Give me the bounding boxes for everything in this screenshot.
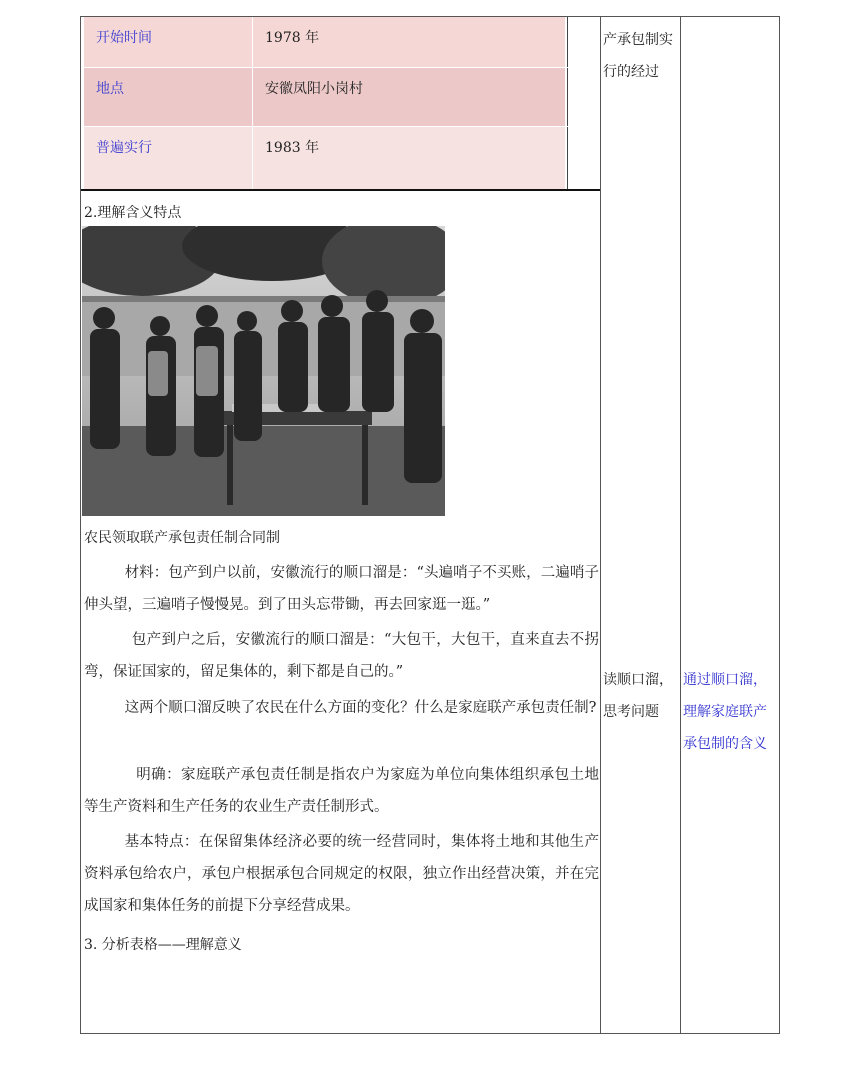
info-value: 1983 年 <box>265 140 320 156</box>
side-note-activity: 读顺口溜，思考问题 <box>603 672 673 720</box>
info-row-start-time <box>81 17 600 67</box>
info-value: 安徽凤阳小岗村 <box>265 81 363 97</box>
photo-caption: 农民领取联产承包责任制合同制 <box>84 530 280 546</box>
info-table-bottom-border <box>81 189 600 191</box>
paragraph-after: 包产到户之后，安徽流行的顺口溜是：“大包干，大包干，直来直去不拐弯，保证国家的，留足集体的，剩下都是自己的。” <box>84 632 599 680</box>
side-note-process: 产承包制实行的经过 <box>603 32 673 80</box>
info-value: 1978 年 <box>265 30 320 46</box>
info-table <box>81 17 600 191</box>
column-divider-2 <box>680 16 681 1034</box>
info-row-widespread <box>81 127 600 189</box>
historical-photo <box>82 226 445 516</box>
paragraph-material: 材料：包产到户以前，安徽流行的顺口溜是：“头遍哨子不买账，二遍哨子伸头望，三遍哨子慢慢晃。到了田头忘带锄，再去回家逛一逛。” <box>84 565 599 613</box>
info-label: 开始时间 <box>96 30 152 46</box>
info-label: 地点 <box>96 81 124 97</box>
paragraph-question: 这两个顺口溜反映了农民在什么方面的变化？什么是家庭联产承包责任制? <box>124 700 597 716</box>
section-title-2: 2.理解含义特点 <box>84 205 182 221</box>
section-title-3: 3. 分析表格——理解意义 <box>84 937 242 953</box>
info-label: 普遍实行 <box>96 140 152 156</box>
side-note-purpose: 通过顺口溜，理解家庭联产承包制的含义 <box>683 672 767 752</box>
paragraph-features: 基本特点：在保留集体经济必要的统一经营同时，集体将土地和其他生产资料承包给农户，承包户根据承包合同规定的权限，独立作出经营决策，并在完成国家和集体任务的前提下分享经营成果。 <box>84 834 599 914</box>
photo-illustration <box>82 226 445 516</box>
info-row-location <box>81 68 600 126</box>
column-divider-1 <box>600 16 601 1034</box>
paragraph-definition: 明确：家庭联产承包责任制是指农户为家庭为单位向集体组织承包土地等生产资料和生产任务的农业生产责任制形式。 <box>84 767 599 815</box>
